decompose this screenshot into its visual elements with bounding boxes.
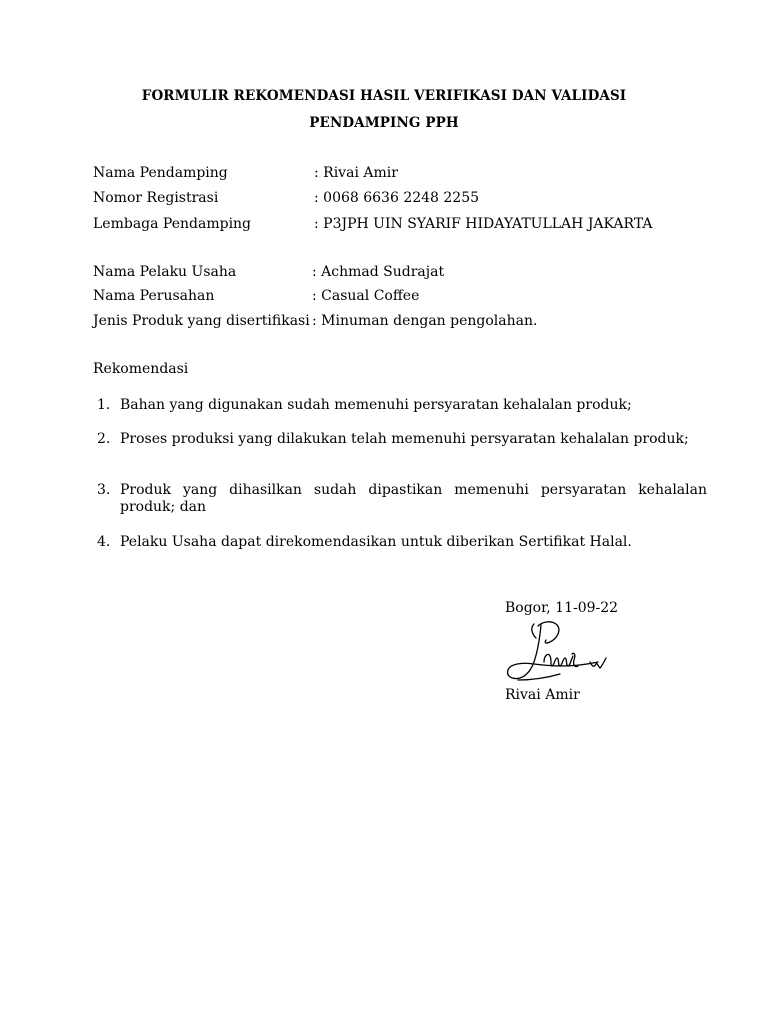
companion-name-value: : Rivai Amir xyxy=(314,165,398,181)
recommendation-item xyxy=(93,534,707,551)
signature-place-date: Bogor, 11-09-22 xyxy=(505,600,619,616)
recommendation-item xyxy=(93,431,707,448)
recommendation-item-number: 3. xyxy=(97,482,111,498)
recommendation-item xyxy=(93,397,707,414)
recommendation-item xyxy=(93,482,707,516)
recommendation-heading: Rekomendasi xyxy=(93,361,189,377)
company-name-label: Nama Perusahan xyxy=(93,288,215,304)
recommendation-item-text: Bahan yang digunakan sudah memenuhi persyaratan kehalalan produk; xyxy=(120,397,632,413)
recommendation-item-number: 2. xyxy=(97,431,111,447)
business-owner-value: : Achmad Sudrajat xyxy=(312,264,445,280)
recommendation-item-text: Pelaku Usaha dapat direkomendasikan untuk diberikan Sertifikat Halal. xyxy=(120,534,632,550)
form-title-line2: PENDAMPING PPH xyxy=(309,115,459,131)
signatory-name: Rivai Amir xyxy=(505,687,580,703)
handwritten-signature xyxy=(500,618,610,690)
product-type-label: Jenis Produk yang disertifikasi xyxy=(93,313,310,329)
companion-name-label: Nama Pendamping xyxy=(93,165,228,181)
product-type-value: : Minuman dengan pengolahan. xyxy=(312,313,538,329)
registration-number-label: Nomor Registrasi xyxy=(93,190,219,206)
registration-number-value: : 0068 6636 2248 2255 xyxy=(314,190,480,206)
business-owner-label: Nama Pelaku Usaha xyxy=(93,264,237,280)
recommendation-item-text: Proses produksi yang dilakukan telah memenuhi persyaratan kehalalan produk; xyxy=(120,431,689,447)
form-title-line1: FORMULIR REKOMENDASI HASIL VERIFIKASI DAN VALIDASI xyxy=(141,88,627,104)
recommendation-item-number: 4. xyxy=(97,534,111,550)
recommendation-item-text: Produk yang dihasilkan sudah dipastikan memenuhi persyaratan kehalalan produk; dan xyxy=(120,482,707,515)
recommendation-item-number: 1. xyxy=(97,397,111,413)
company-name-value: : Casual Coffee xyxy=(312,288,420,304)
companion-institution-label: Lembaga Pendamping xyxy=(93,216,252,232)
companion-institution-value: : P3JPH UIN SYARIF HIDAYATULLAH JAKARTA xyxy=(314,216,653,232)
